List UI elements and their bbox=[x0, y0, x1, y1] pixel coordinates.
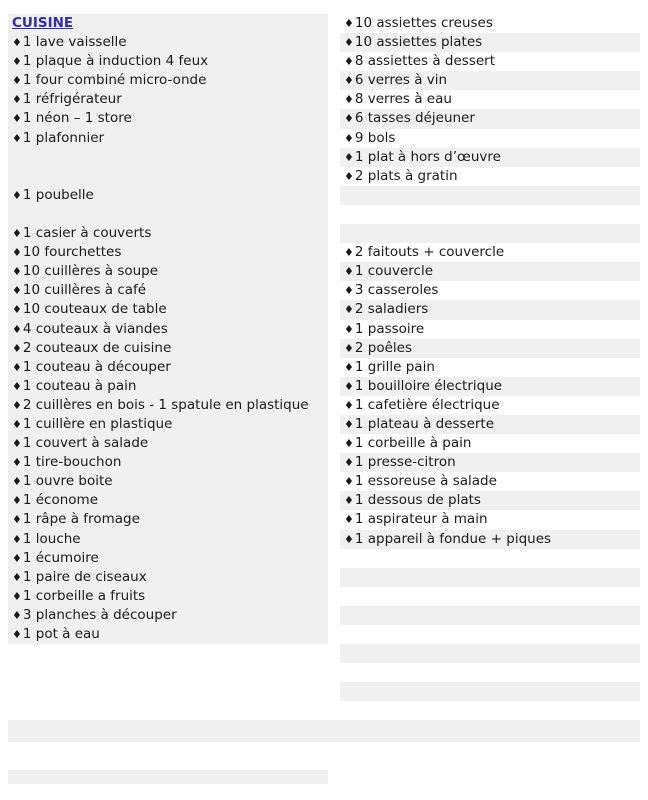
list-item bbox=[8, 606, 324, 625]
list-item-label: 1 plateau à desserte bbox=[354, 415, 495, 432]
list-item bbox=[340, 510, 640, 529]
spacer-row bbox=[340, 663, 640, 682]
list-item bbox=[8, 71, 324, 90]
diamond-bullet-icon: ♦ bbox=[12, 303, 22, 317]
list-item-label: 1 couvert à salade bbox=[22, 435, 149, 452]
list-item bbox=[340, 52, 640, 71]
diamond-bullet-icon: ♦ bbox=[344, 341, 354, 355]
list-item-label: 1 bouilloire électrique bbox=[354, 377, 503, 394]
diamond-bullet-icon: ♦ bbox=[12, 322, 22, 336]
spacer-row bbox=[340, 682, 640, 701]
list-item bbox=[8, 415, 324, 434]
list-item-label: 1 poubelle bbox=[22, 186, 94, 203]
diamond-bullet-icon: ♦ bbox=[344, 36, 354, 50]
list-item-label: 1 lave vaisselle bbox=[22, 34, 127, 51]
list-item-label: 1 plat à hors d’œuvre bbox=[354, 148, 501, 165]
diamond-bullet-icon: ♦ bbox=[344, 303, 354, 317]
list-item-label: 8 assiettes à dessert bbox=[354, 53, 496, 70]
spacer-row bbox=[340, 587, 640, 606]
list-item bbox=[8, 510, 324, 529]
list-item bbox=[8, 300, 324, 319]
list-item-label: 2 faitouts + couvercle bbox=[354, 244, 505, 261]
list-item bbox=[340, 14, 640, 33]
list-item bbox=[340, 453, 640, 472]
list-item-label: 1 louche bbox=[22, 530, 81, 547]
list-item bbox=[340, 71, 640, 90]
list-item bbox=[8, 472, 324, 491]
list-item-label: 10 cuillères à soupe bbox=[22, 263, 159, 280]
list-item-label: 1 corbeille à pain bbox=[354, 435, 472, 452]
spacer-row bbox=[8, 148, 324, 167]
diamond-bullet-icon: ♦ bbox=[12, 341, 22, 355]
spacer-row bbox=[340, 568, 640, 587]
diamond-bullet-icon: ♦ bbox=[12, 456, 22, 470]
diamond-bullet-icon: ♦ bbox=[12, 284, 22, 298]
diamond-bullet-icon: ♦ bbox=[12, 608, 22, 622]
list-item-label: 10 fourchettes bbox=[22, 244, 122, 261]
list-item-label: 2 cuillères en bois - 1 spatule en plastique bbox=[22, 396, 309, 413]
list-item bbox=[8, 262, 324, 281]
list-item bbox=[8, 568, 324, 587]
spacer-row bbox=[340, 606, 640, 625]
spacer-row bbox=[340, 224, 640, 243]
list-item-label: 2 saladiers bbox=[354, 301, 429, 318]
diamond-bullet-icon: ♦ bbox=[344, 379, 354, 393]
list-item bbox=[340, 396, 640, 415]
two-column-layout bbox=[8, 14, 640, 720]
list-item bbox=[340, 148, 640, 167]
diamond-bullet-icon: ♦ bbox=[344, 169, 354, 183]
list-item bbox=[8, 530, 324, 549]
diamond-bullet-icon: ♦ bbox=[344, 360, 354, 374]
list-item-label: 1 aspirateur à main bbox=[354, 511, 488, 528]
list-item-label: 3 planches à découper bbox=[22, 606, 177, 623]
page-title bbox=[8, 14, 324, 33]
diamond-bullet-icon: ♦ bbox=[12, 36, 22, 50]
list-item bbox=[340, 358, 640, 377]
diamond-bullet-icon: ♦ bbox=[12, 55, 22, 69]
list-item bbox=[8, 377, 324, 396]
list-item-label: 1 pot à eau bbox=[22, 626, 100, 642]
list-item bbox=[340, 434, 640, 453]
diamond-bullet-icon: ♦ bbox=[344, 112, 354, 126]
list-item-label: 1 dessous de plats bbox=[354, 492, 481, 509]
diamond-bullet-icon: ♦ bbox=[12, 513, 22, 527]
list-item-label: 10 couteaux de table bbox=[22, 301, 167, 318]
left-column-tail bbox=[8, 720, 640, 742]
list-item bbox=[8, 339, 324, 358]
list-item bbox=[8, 109, 324, 128]
list-item bbox=[340, 90, 640, 109]
diamond-bullet-icon: ♦ bbox=[344, 284, 354, 298]
spacer-row bbox=[8, 167, 324, 186]
diamond-bullet-icon: ♦ bbox=[344, 93, 354, 107]
list-item-label: 1 économe bbox=[22, 492, 99, 509]
list-item-label: 10 cuillères à café bbox=[22, 282, 147, 299]
list-item bbox=[340, 491, 640, 510]
list-item bbox=[340, 167, 640, 186]
diamond-bullet-icon: ♦ bbox=[12, 246, 22, 260]
list-item-label: 1 râpe à fromage bbox=[22, 511, 140, 528]
list-item-label: 1 couvercle bbox=[354, 263, 434, 280]
list-item-label: 1 passoire bbox=[354, 320, 425, 337]
diamond-bullet-icon: ♦ bbox=[12, 74, 22, 88]
list-item bbox=[340, 129, 640, 148]
list-item bbox=[8, 224, 324, 243]
list-item bbox=[8, 129, 324, 148]
list-item-label: 9 bols bbox=[354, 129, 396, 146]
diamond-bullet-icon: ♦ bbox=[344, 417, 354, 431]
diamond-bullet-icon: ♦ bbox=[344, 55, 354, 69]
diamond-bullet-icon: ♦ bbox=[12, 93, 22, 107]
spacer-row bbox=[340, 205, 640, 224]
list-item bbox=[8, 33, 324, 52]
kitchen-equipment-column bbox=[8, 14, 328, 644]
list-item-label: 1 presse-citron bbox=[354, 454, 456, 471]
diamond-bullet-icon: ♦ bbox=[344, 398, 354, 412]
list-item bbox=[340, 377, 640, 396]
list-item-label: 1 néon – 1 store bbox=[22, 110, 132, 127]
list-item-label: 1 appareil à fondue + piques bbox=[354, 530, 552, 547]
list-item-label: 1 essoreuse à salade bbox=[354, 473, 497, 490]
list-item bbox=[8, 434, 324, 453]
diamond-bullet-icon: ♦ bbox=[12, 131, 22, 145]
diamond-bullet-icon: ♦ bbox=[12, 475, 22, 489]
list-item bbox=[8, 52, 324, 71]
spacer-row bbox=[340, 549, 640, 568]
list-item-label: 1 cafetière électrique bbox=[354, 396, 500, 413]
list-item bbox=[8, 186, 324, 205]
diamond-bullet-icon: ♦ bbox=[344, 322, 354, 336]
diamond-bullet-icon: ♦ bbox=[344, 494, 354, 508]
diamond-bullet-icon: ♦ bbox=[12, 551, 22, 565]
list-item bbox=[340, 472, 640, 491]
diamond-bullet-icon: ♦ bbox=[12, 360, 22, 374]
list-item bbox=[8, 491, 324, 510]
diamond-bullet-icon: ♦ bbox=[12, 494, 22, 508]
list-item-label: 1 couteau à pain bbox=[22, 377, 137, 394]
list-item-label: 10 assiettes plates bbox=[354, 34, 483, 51]
list-item bbox=[8, 320, 324, 339]
list-item bbox=[340, 415, 640, 434]
spacer-row bbox=[340, 625, 640, 644]
diamond-bullet-icon: ♦ bbox=[12, 112, 22, 126]
diamond-bullet-icon: ♦ bbox=[12, 532, 22, 546]
list-item-label: 6 verres à vin bbox=[354, 72, 448, 89]
diamond-bullet-icon: ♦ bbox=[344, 265, 354, 279]
list-item-label: 4 couteaux à viandes bbox=[22, 320, 168, 337]
diamond-bullet-icon: ♦ bbox=[344, 513, 354, 527]
spacer-row bbox=[8, 205, 324, 224]
diamond-bullet-icon: ♦ bbox=[344, 456, 354, 470]
list-item-label: 1 paire de ciseaux bbox=[22, 568, 147, 585]
list-item bbox=[340, 300, 640, 319]
list-item-label: 1 cuillère en plastique bbox=[22, 415, 173, 432]
list-item-label: 1 corbeille a fruits bbox=[22, 587, 146, 604]
diamond-bullet-icon: ♦ bbox=[12, 628, 22, 641]
list-item-label: 1 écumoire bbox=[22, 549, 99, 566]
list-item-label: 1 four combiné micro-onde bbox=[22, 72, 207, 89]
diamond-bullet-icon: ♦ bbox=[344, 246, 354, 260]
list-item bbox=[8, 358, 324, 377]
list-item-label: 6 tasses déjeuner bbox=[354, 110, 475, 127]
spacer-row bbox=[340, 701, 640, 720]
list-item-label: 1 tire-bouchon bbox=[22, 454, 122, 471]
spacer-row bbox=[340, 186, 640, 205]
list-item bbox=[340, 281, 640, 300]
page-title-text: CUISINE bbox=[12, 15, 74, 31]
diamond-bullet-icon: ♦ bbox=[12, 265, 22, 279]
list-item bbox=[340, 33, 640, 52]
diamond-bullet-icon: ♦ bbox=[344, 437, 354, 451]
list-item bbox=[8, 281, 324, 300]
list-item bbox=[340, 262, 640, 281]
list-item bbox=[8, 587, 324, 606]
diamond-bullet-icon: ♦ bbox=[344, 475, 354, 489]
list-item bbox=[340, 109, 640, 128]
spacer-row bbox=[340, 644, 640, 663]
list-item-label: 8 verres à eau bbox=[354, 91, 452, 108]
diamond-bullet-icon: ♦ bbox=[12, 589, 22, 603]
list-item-label: 1 réfrigérateur bbox=[22, 91, 122, 108]
diamond-bullet-icon: ♦ bbox=[344, 532, 354, 546]
list-item bbox=[340, 339, 640, 358]
list-item-label: 1 plaque à induction 4 feux bbox=[22, 53, 209, 70]
list-item-label: 2 poêles bbox=[354, 339, 412, 356]
list-item-label: 3 casseroles bbox=[354, 282, 439, 299]
diamond-bullet-icon: ♦ bbox=[12, 398, 22, 412]
diamond-bullet-icon: ♦ bbox=[12, 188, 22, 202]
diamond-bullet-icon: ♦ bbox=[12, 417, 22, 431]
diamond-bullet-icon: ♦ bbox=[12, 227, 22, 241]
list-item-label: 2 couteaux de cuisine bbox=[22, 339, 172, 356]
list-item-label: 1 grille pain bbox=[354, 358, 435, 375]
list-item bbox=[8, 453, 324, 472]
list-item-label: 2 plats à gratin bbox=[354, 167, 458, 184]
list-item bbox=[8, 396, 324, 415]
list-item-label: 1 casier à couverts bbox=[22, 225, 152, 242]
list-item bbox=[8, 243, 324, 262]
diamond-bullet-icon: ♦ bbox=[12, 379, 22, 393]
diamond-bullet-icon: ♦ bbox=[344, 150, 354, 164]
list-item bbox=[8, 625, 324, 644]
list-item-label: 1 plafonnier bbox=[22, 129, 105, 146]
list-item-label: 1 ouvre boite bbox=[22, 473, 113, 490]
diamond-bullet-icon: ♦ bbox=[344, 17, 354, 30]
diamond-bullet-icon: ♦ bbox=[344, 74, 354, 88]
list-item bbox=[340, 530, 640, 549]
list-item bbox=[8, 90, 324, 109]
list-item bbox=[340, 320, 640, 339]
kitchen-tableware-column bbox=[340, 14, 640, 720]
list-item bbox=[340, 243, 640, 262]
list-item-label: 10 assiettes creuses bbox=[354, 15, 493, 31]
list-item bbox=[8, 549, 324, 568]
diamond-bullet-icon: ♦ bbox=[12, 437, 22, 451]
diamond-bullet-icon: ♦ bbox=[12, 570, 22, 584]
diamond-bullet-icon: ♦ bbox=[344, 131, 354, 145]
footer-strip bbox=[8, 770, 328, 784]
list-item-label: 1 couteau à découper bbox=[22, 358, 171, 375]
